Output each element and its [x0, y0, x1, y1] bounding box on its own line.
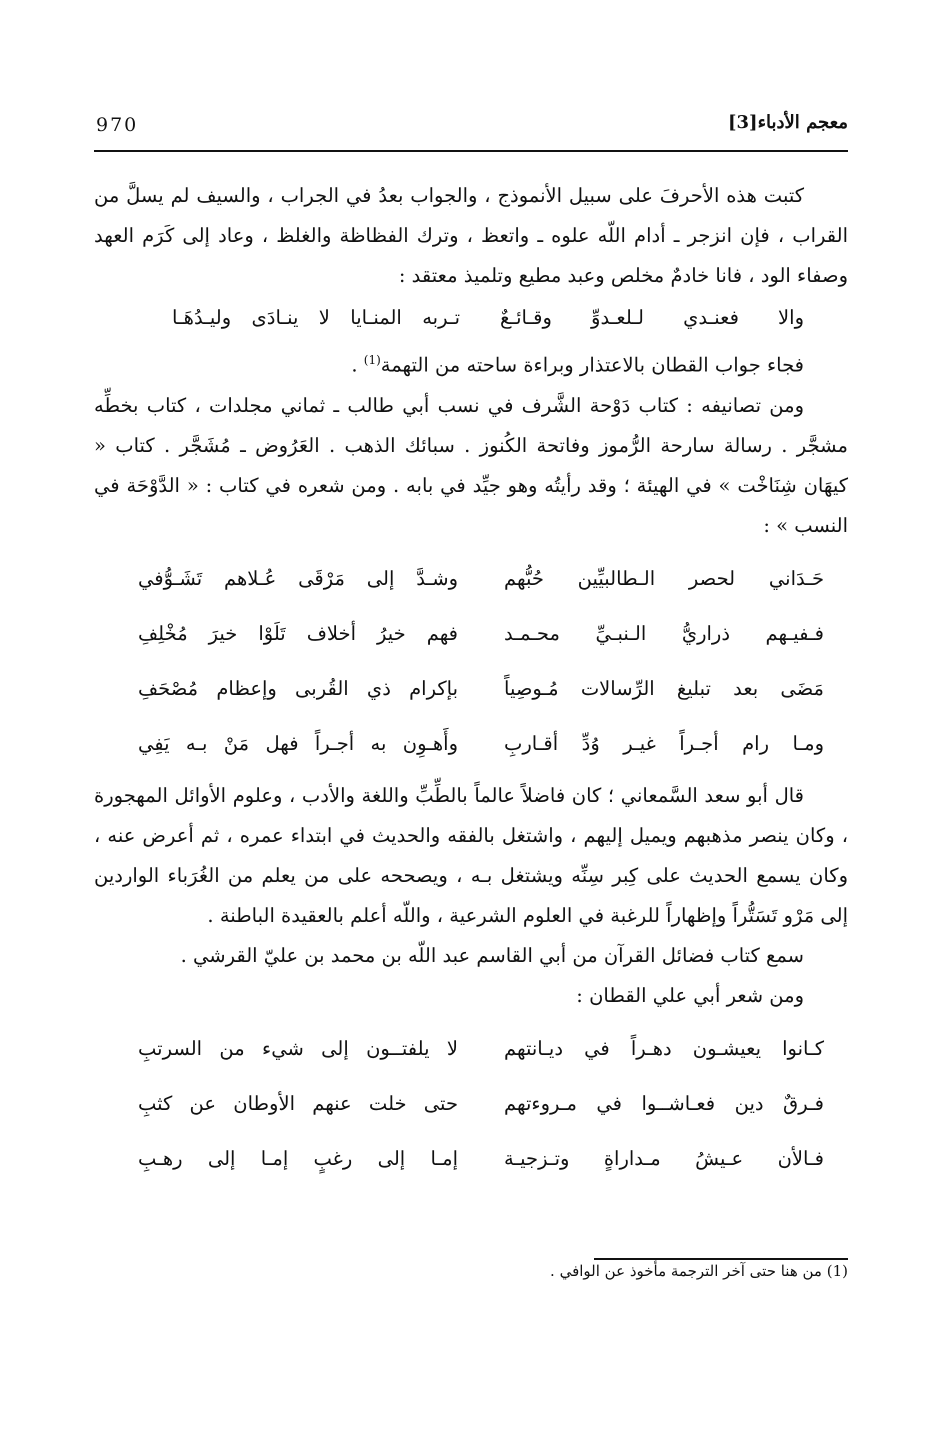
poem-verse — [138, 717, 824, 772]
verse-second-hemistich: وأَهـوِن به أجـراً فهل مَنْ بـه يَفِي — [138, 732, 458, 755]
paragraph-samani: قال أبو سعد السَّمعاني ؛ كان فاضلاً عالماً بالطِّبِّ واللغة والأدب ، وعلوم الأوائل المهجورة ، وكان ينصر مذهبهم ويميل إليهم ، واشتغل بالفقه والحديث في ابتداء عمره ، ثم أعرض عنه ، وكان يسمع الحديث على كِبر سِنِّه ويشتغل بـه ، ويصححه على من يعلم من الغُرَباء الواردين إلى مَرْو تَسَتُّراً وإظهاراً للرغبة في العلوم الشرعية ، واللّه أعلم بالعقيدة الباطنة . — [94, 783, 848, 927]
verse-second-hemistich: بإكرام ذي القُربى وإعظام مُصْحَفِ — [138, 677, 458, 700]
page-header — [96, 110, 848, 140]
paragraph-heard: سمع كتاب فضائل القرآن من أبي القاسم عبد اللّه بن محمد بن عليّ القرشي . — [180, 943, 804, 967]
main-text — [94, 176, 848, 1191]
verse-first-hemistich: والا فعنـدي لـلعـدوِّ وقـائـعٌ — [500, 306, 804, 329]
paragraph-works: ومن تصانيفه : كتاب دَوْحة الشَّرف في نسب أبي طالب ـ ثماني مجلدات ، كتاب بخطِّه مشجَّر . رسالة سارحة الرُّموز وفاتحة الكُنوز . سبائك الذهب . العَرُوض ـ مُشَجَّر . كتاب « كيهَان شِنَاخْت » في الهيئة ؛ وقد رأيتُه وهو جيِّد في بابه . ومن شعره في كتاب : « الدَّوْحَة في النسب » : — [94, 393, 848, 537]
poem-verse — [138, 552, 824, 607]
verse-first-hemistich: كـانوا يعيشـون دهـراً في ديـانتهم — [504, 1037, 824, 1060]
verse-second-hemistich: حتى خلت عنهم الأوطان عن كثبِ — [138, 1092, 458, 1115]
verse-first-hemistich: حَـدَاني لحصر الـطالبيِّين حُبُّهم — [504, 567, 824, 590]
verse-first-hemistich: فـالأن عـيشُ مـداراةٍ وتـزجيـة — [504, 1147, 824, 1170]
verse-second-hemistich: فهم خيرُ أخلاف تَلَوْا خيرَ مُخْلِفِ — [138, 622, 458, 645]
header-rule — [94, 150, 848, 152]
paragraph-reply-text: فجاء جواب القطان بالاعتذار وبراءة ساحته من التهمة — [380, 353, 804, 377]
verse-first-hemistich: فـرقٌ دين فعـاشــوا في مـروءتهم — [504, 1092, 824, 1115]
verse-second-hemistich: لا يلفتــون إلى شيء من السرتبِ — [138, 1037, 458, 1060]
poem-qattan — [94, 1022, 848, 1187]
poem-verse — [138, 1077, 824, 1132]
paragraph-reply-end: . — [351, 353, 364, 377]
verse-line — [94, 298, 848, 338]
footnote: (1) من هنا حتى آخر الترجمة مأخوذ عن الوافي . — [550, 1262, 848, 1280]
footnote-marker: (1) — [363, 353, 381, 367]
running-title: معجم الأدباء[3] — [727, 112, 848, 133]
paragraph-letter: كتبت هذه الأحرفَ على سبيل الأنموذج ، والجواب بعدُ في الجراب ، والسيف لم يسلَّ من القراب ، فإن انزجر ـ أدام اللّه علوه ـ واتعظ ، وترك الفظاظة والغلظ ، وعاد إلى كَرَم العهد وصفاء الود ، فانا خادمٌ مخلص وعبد مطيع وتلميذ معتقد : — [94, 184, 848, 287]
poem-verse — [138, 607, 824, 662]
footnote-rule — [594, 1258, 848, 1260]
poem-verse — [138, 662, 824, 717]
paragraph-reply — [94, 340, 848, 386]
verse-second-hemistich: إمـا إلى رغبٍ إمـا إلى رهـبِ — [138, 1147, 458, 1170]
poem-verse — [138, 1132, 824, 1187]
verse-first-hemistich: مَضَى بعد تبليغ الرِّسالات مُـوصِياً — [504, 677, 824, 700]
verse-second-hemistich: تـربه المنـايا لا ينـادَى وليـدُهَـا — [172, 306, 460, 329]
verse-first-hemistich: فـفيـهم ذراريُّ الـنبـيِّ محـمـد — [504, 622, 824, 645]
verse-first-hemistich: ومـا رام أجـراً غيـر وُدِّ أقـاربِ — [504, 732, 824, 755]
poem-verse — [138, 1022, 824, 1077]
poem-dawha — [94, 552, 848, 772]
page-number: 970 — [96, 114, 139, 136]
paragraph-poetry-intro: ومن شعر أبي علي القطان : — [576, 983, 804, 1007]
verse-second-hemistich: وشـدَّ إلى مَرْقَى عُـلاهم تَشَـوُّفي — [138, 567, 458, 590]
